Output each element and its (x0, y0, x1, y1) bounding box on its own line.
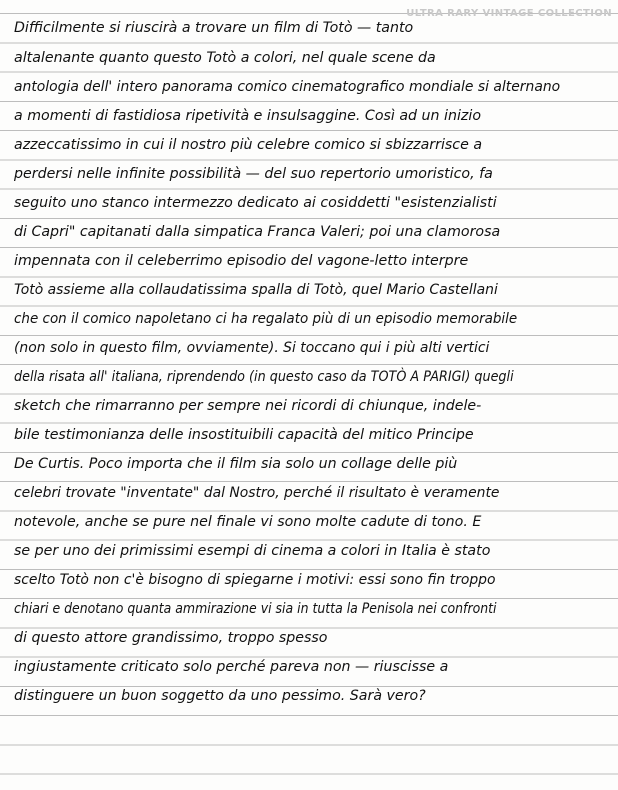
text-line: distinguere un buon soggetto da uno pessimo. Sarà vero? (14, 688, 426, 704)
text-line: antologia dell' intero panorama comico cinematografico mondiale si alternano (14, 79, 561, 95)
text-line: notevole, anche se pure nel finale vi sono molte cadute di tono. E (14, 514, 482, 530)
text-line: azzeccatissimo in cui il nostro più celebre comico si sbizzarrisce a (14, 137, 483, 153)
text-line: chiari e denotano quanta ammirazione vi sia in tutta la Penisola nei confronti (14, 601, 497, 617)
text-line: sketch che rimarranno per sempre nei ricordi di chiunque, indele- (14, 398, 482, 414)
text-line: (non solo in questo film, ovviamente). Si toccano qui i più alti vertici (14, 340, 490, 356)
text-line: bile testimonianza delle insostituibili capacità del mitico Principe (14, 427, 474, 443)
text-line: impennata con il celeberrimo episodio del vagone-letto interpre (14, 253, 469, 269)
text-line: Totò assieme alla collaudatissima spalla di Totò, quel Mario Castellani (14, 282, 498, 298)
text-line: altalenante quanto questo Totò a colori, nel quale scene da (14, 50, 436, 66)
text-line: della risata all' italiana, riprendendo (in questo caso da TOTÒ A PARIGI) quegli (14, 369, 514, 385)
text-line: Difficilmente si riuscirà a trovare un film di Totò — tanto (14, 20, 414, 36)
text-line: di questo attore grandissimo, troppo spesso (14, 630, 328, 646)
watermark: ULTRA RARY VINTAGE COLLECTION (406, 8, 612, 19)
text-line: perdersi nelle infinite possibilità — del suo repertorio umoristico, fa (14, 166, 493, 182)
text-line: scelto Totò non c'è bisogno di spiegarne i motivi: essi sono fin troppo (14, 572, 496, 588)
text-line: ingiustamente criticato solo perché pareva non — riuscisse a (14, 659, 449, 675)
text-line: a momenti di fastidiosa ripetività e insulsaggine. Così ad un inizio (14, 108, 481, 124)
text-line: De Curtis. Poco importa che il film sia solo un collage delle più (14, 456, 458, 472)
text-line: se per uno dei primissimi esempi di cinema a colori in Italia è stato (14, 543, 491, 559)
text-line: di Capri" capitanati dalla simpatica Franca Valeri; poi una clamorosa (14, 224, 501, 240)
text-line: seguito uno stanco intermezzo dedicato ai cosiddetti "esistenzialisti (14, 195, 497, 211)
text-line: che con il comico napoletano ci ha regalato più di un episodio memorabile (14, 311, 518, 327)
text-line: celebri trovate "inventate" dal Nostro, perché il risultato è veramente (14, 485, 500, 501)
